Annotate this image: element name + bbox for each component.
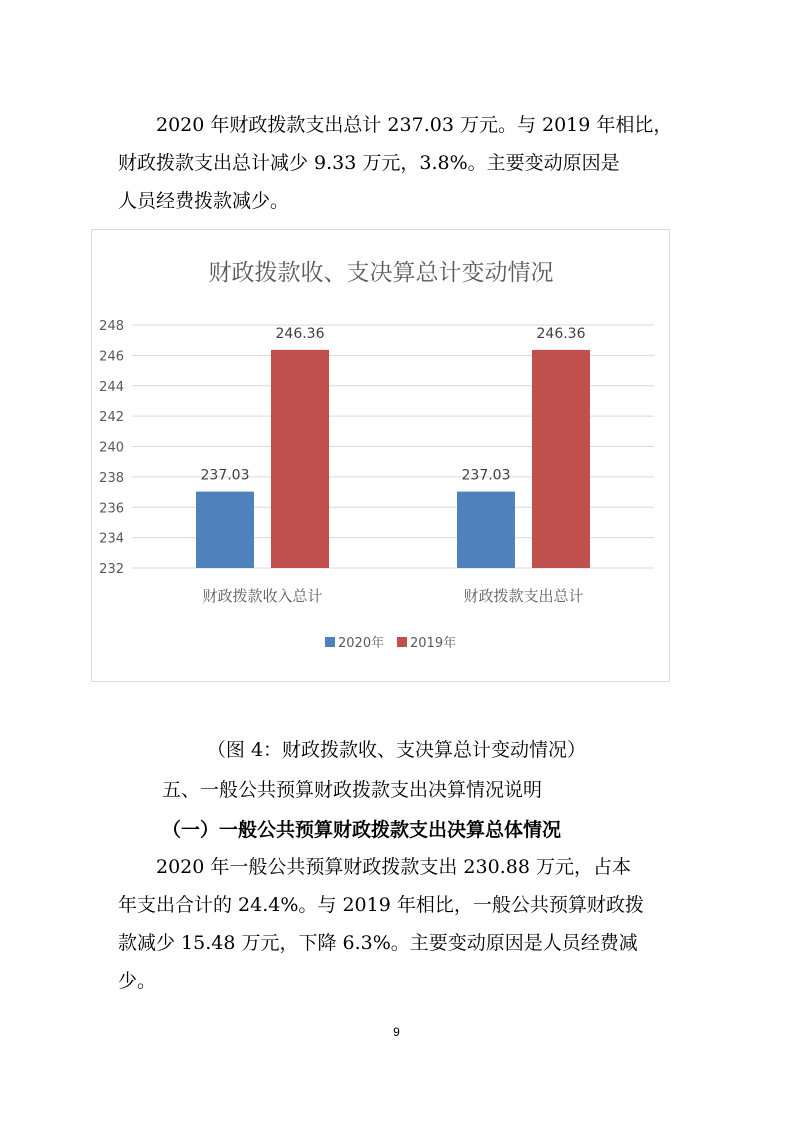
intro-line-3: 人员经费拨款减少。 (118, 190, 290, 212)
y-tick-label: 234 (99, 531, 124, 547)
y-tick-label: 236 (99, 501, 124, 517)
summary-line-2: 年支出合计的 24.4%。与 2019 年相比，一般公共预算财政拨 (118, 894, 644, 916)
x-category-label: 财政拨款支出总计 (463, 587, 584, 605)
page-number: 9 (393, 1025, 400, 1039)
summary-line-1: 2020 年一般公共预算财政拨款支出 230.88 万元，占本 (118, 856, 631, 878)
y-tick-label: 246 (99, 349, 124, 365)
x-category-label: 财政拨款收入总计 (202, 587, 323, 605)
y-tick-label: 240 (99, 440, 124, 456)
legend-swatch-2020 (325, 637, 335, 647)
data-label: 237.03 (200, 467, 250, 484)
bar-2019 (532, 350, 590, 568)
data-label: 246.36 (275, 325, 325, 342)
bar-chart (91, 229, 670, 682)
summary-line-3: 款减少 15.48 万元，下降 6.3%。主要变动原因是人员经费减 (118, 932, 638, 954)
bar-2020 (196, 492, 254, 568)
intro-line-2: 财政拨款支出总计减少 9.33 万元，3.8%。主要变动原因是 (118, 152, 620, 174)
y-tick-label: 238 (99, 470, 124, 486)
intro-line-1: 2020 年财政拨款支出总计 237.03 万元。与 2019 年相比， (118, 114, 673, 136)
section-heading: 五、一般公共预算财政拨款支出决算情况说明 (162, 779, 543, 801)
subsection-heading: （一）一般公共预算财政拨款支出决算总体情况 (162, 819, 562, 841)
figure-caption: （图 4：财政拨款收、支决算总计变动情况） (206, 739, 587, 761)
chart-title: 财政拨款收、支决算总计变动情况 (208, 260, 554, 286)
legend-swatch-2019 (397, 637, 407, 647)
y-tick-label: 248 (99, 319, 124, 334)
intro-paragraph (118, 106, 678, 220)
y-tick-label: 232 (99, 562, 124, 577)
legend-label: 2020年 (338, 636, 385, 651)
bar-2020 (457, 492, 515, 568)
bar-chart-svg (92, 230, 671, 683)
data-label: 237.03 (461, 467, 511, 484)
summary-paragraph (118, 848, 678, 1000)
y-tick-label: 244 (99, 379, 124, 395)
summary-line-4: 少。 (118, 970, 157, 992)
legend-label: 2019年 (410, 636, 457, 651)
data-label: 246.36 (536, 325, 586, 342)
y-tick-label: 242 (99, 410, 124, 426)
bar-2019 (271, 350, 329, 568)
